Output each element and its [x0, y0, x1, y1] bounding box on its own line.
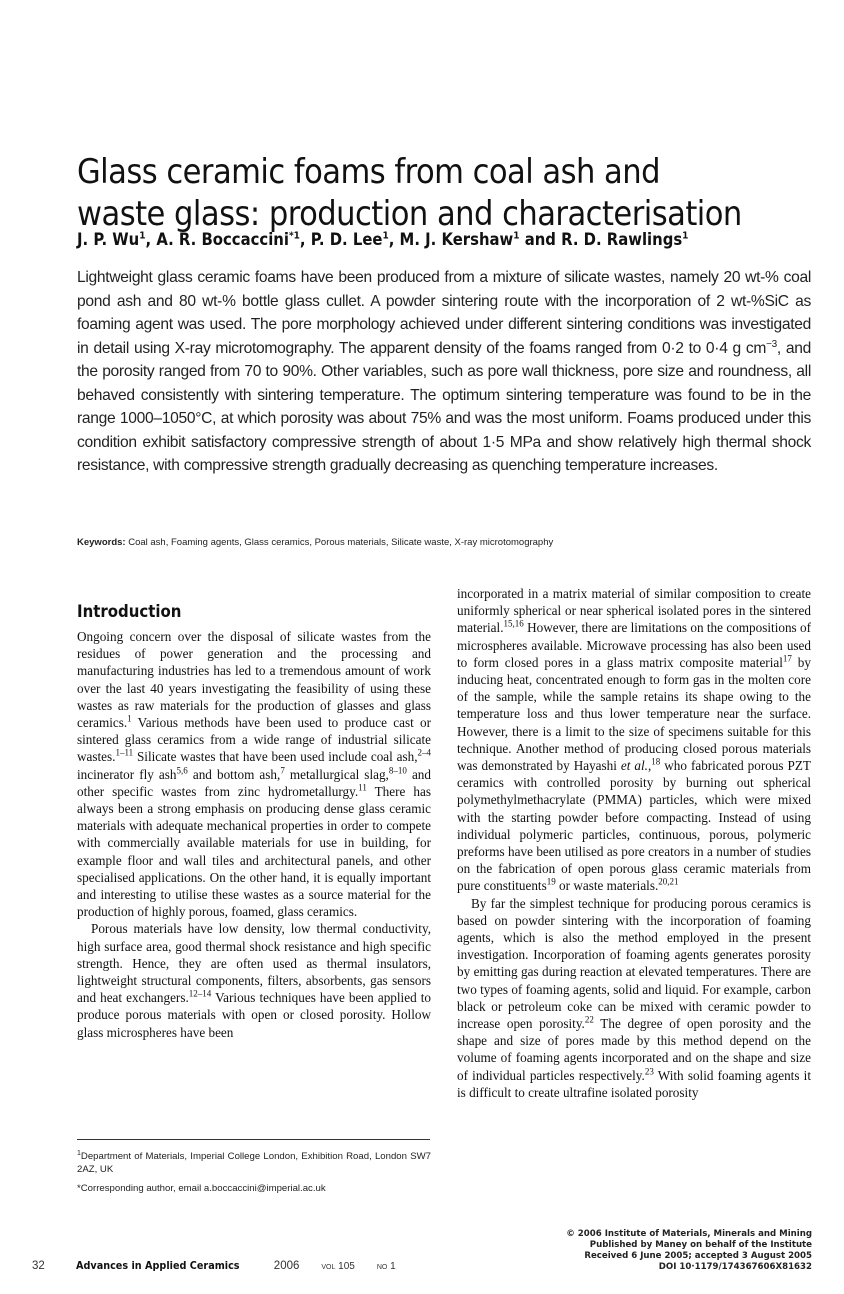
- text-run: Ongoing concern over the disposal of silicate wastes from the residues of power generation and the processing and manufacturing industries has led to a tremendous amount of work over the last 40 years investigating the feasibility of using these wastes as raw materials for the production of glasses and glass ceramics.: [77, 629, 431, 731]
- citation-superscript: 18: [651, 756, 661, 767]
- section-heading-introduction: Introduction: [77, 602, 182, 623]
- abstract-text-1: Lightweight glass ceramic foams have been produced from a mixture of silicate wastes, namely 20 wt-% coal pond ash and 80 wt-% bottle glass cullet. A powder sintering route with the incorporation of 2 wt-%SiC as foaming agent was used. The pore morphology achieved under different sintering conditions was investigated in detail using X-ray microtomography. The apparent density of the foams ranged from 0·2 to 0·4 g cm: [77, 269, 811, 357]
- author-separator: ,: [145, 230, 157, 249]
- author-affiliation-marker: 1: [682, 230, 689, 242]
- keywords: [77, 537, 553, 548]
- italic-text: et al.: [620, 758, 648, 774]
- doi: DOI 10·1179/174367606X81632: [658, 1262, 812, 1272]
- author-name: R. D. Rawlings: [561, 230, 683, 249]
- text-run: or waste materials.: [555, 878, 659, 894]
- author-name: A. R. Boccaccini: [156, 230, 289, 249]
- text-run: By far the simplest technique for producing porous ceramics is based on powder sintering with the incorporation of foaming agents, which is also the method employed in the present investigation. Incorporation of foaming agents generates porosity by emitting gas during reaction at elevated temperatures. There are two types of foaming agents, solid and liquid. For example, carbon black or petroleum coke can be mixed with ceramic powder to increase open porosity.: [457, 895, 811, 1032]
- citation-superscript: 15,16: [503, 619, 524, 630]
- citation-superscript: 2–4: [417, 748, 431, 759]
- text-run: Various methods have been used to produce cast or sintered glass ceramics from a wide range of industrial silicate wastes.: [77, 715, 431, 765]
- footnote-corresponding-author: *Corresponding author, email a.boccaccini@imperial.ac.uk: [77, 1183, 326, 1194]
- journal-volume: vol 105: [321, 1261, 355, 1272]
- footnote-affiliation: [77, 1148, 431, 1176]
- author-name: J. P. Wu: [77, 230, 140, 249]
- author-name: M. J. Kershaw: [399, 230, 514, 249]
- citation-superscript: 19: [546, 877, 556, 888]
- paragraph: [457, 585, 811, 895]
- text-run: Various techniques have been applied to produce porous materials with open or closed porosity. Hollow glass microspheres have been: [77, 990, 431, 1040]
- text-run: The degree of open porosity and the shape and size of pores made by this method depend on the volume of foaming agents incorporated and on the shape and size of individual particles respectively.: [457, 1016, 811, 1083]
- author-list: [77, 230, 688, 249]
- citation-superscript: 23: [644, 1066, 654, 1077]
- footnote-divider: [77, 1139, 430, 1140]
- journal-issue: no 1: [376, 1261, 396, 1272]
- abstract: [77, 266, 811, 478]
- page-number: 32: [32, 1260, 45, 1272]
- journal-year: 2006: [273, 1260, 300, 1272]
- text-run: Porous materials have low density, low thermal conductivity, high surface area, good thermal shock resistance and high specific strength. Hence, they are often used as thermal insulators, lightweight structural components, filters, absorbents, gas sensors and heat exchangers.: [77, 921, 431, 1006]
- journal-name: Advances in Applied Ceramics: [76, 1260, 240, 1272]
- text-run: who fabricated porous PZT ceramics with controlled porosity by burning out spherical polymethylmethacrylate (PMMA) particles, which were mixed with the starting powder before compacting. Instead of using individual polymeric particles, continuous, porous, polymeric preforms have been utilised as pore creators in a number of studies on the fabrication of open porous glass ceramic materials from pure constituents: [457, 758, 811, 894]
- author-affiliation-marker: 1: [139, 230, 146, 242]
- citation-superscript: 22: [584, 1014, 594, 1025]
- citation-superscript: 11: [358, 782, 367, 793]
- text-run: ,: [647, 758, 652, 774]
- citation-superscript: 17: [782, 653, 792, 664]
- citation-superscript: 8–10: [388, 765, 407, 776]
- text-run: and bottom ash,: [187, 766, 281, 782]
- citation-superscript: 5,6: [176, 765, 188, 776]
- text-run: With solid foaming agents it is difficult to create ultrafine isolated porosity: [457, 1067, 811, 1100]
- citation-superscript: 20,21: [658, 877, 679, 888]
- affiliation-text: Department of Materials, Imperial College London, Exhibition Road, London SW7 2AZ, UK: [77, 1151, 431, 1175]
- author-affiliation-marker: *1: [288, 230, 300, 242]
- page-footer-left: [32, 1260, 396, 1272]
- text-run: metallurgical slag,: [284, 766, 389, 782]
- citation-superscript: 1–11: [115, 748, 134, 759]
- affiliation-marker: 1: [77, 1150, 81, 1157]
- publication-info: [566, 1229, 812, 1273]
- text-run: and other specific wastes from zinc hydrometallurgy.: [77, 766, 431, 799]
- article-title: Glass ceramic foams from coal ash and waste glass: production and characterisation: [77, 151, 742, 234]
- paragraph: [77, 628, 431, 920]
- citation-superscript: 7: [280, 765, 285, 776]
- citation-superscript: 1: [127, 713, 132, 724]
- paragraph: [457, 895, 811, 1101]
- text-run: However, there are limitations on the compositions of microspheres available. Microwave processing has also been used to form closed pores in a glass matrix composite material: [457, 620, 811, 670]
- text-run: incorporated in a matrix material of similar composition to create uniformly spherical or near spherical isolated pores in the sintered material.: [457, 586, 811, 636]
- abstract-superscript: −3: [766, 338, 777, 350]
- publisher: Published by Maney on behalf of the Institute: [589, 1240, 812, 1250]
- column-right: [457, 585, 811, 1101]
- column-left: [77, 628, 431, 1041]
- keywords-label: Keywords:: [77, 537, 126, 548]
- text-run: by inducing heat, concentrated enough to form gas in the molten core of the sample, while the sample retains its shape owing to the temperature loss and thus lower temperature near the surface. However, there is a limit to the size of specimens suitable for this technique. Another method of producing closed porous materials was demonstrated by Hayashi: [457, 654, 811, 774]
- author-separator: ,: [388, 230, 400, 249]
- abstract-text-2: , and the porosity ranged from 70 to 90%. Other variables, such as pore wall thickness, pore size and roundness, all behaved consistently with sintering temperature. The optimum sintering temperature was found to be in the range 1000–1050°C, at which porosity was about 75% and was the most uniform. Foams produced under this condition exhibit satisfactory compressive strength of about 1·5 MPa and show relatively high thermal shock resistance, with compressive strength gradually decreasing as quenching temperature increases.: [77, 339, 811, 474]
- text-run: Silicate wastes that have been used include coal ash,: [133, 749, 418, 765]
- author-affiliation-marker: 1: [513, 230, 520, 242]
- author-affiliation-marker: 1: [382, 230, 389, 242]
- text-run: There has always been a strong emphasis on producing dense glass ceramic materials with adequate mechanical properties in order to compete with commercially available materials for use in building, for example floor and wall tiles and architectural panels, and other specialised applications. On the other hand, it is equally important and interesting to utilise these wastes as a source material for the production of highly porous, foamed, glass ceramics.: [77, 783, 431, 920]
- paragraph: [77, 920, 431, 1040]
- author-name: P. D. Lee: [310, 230, 383, 249]
- author-separator: and: [519, 230, 562, 249]
- copyright: © 2006 Institute of Materials, Minerals and Mining: [566, 1229, 812, 1239]
- text-run: incinerator fly ash: [77, 766, 177, 782]
- citation-superscript: 12–14: [188, 988, 212, 999]
- author-separator: ,: [299, 230, 311, 249]
- keywords-list: Coal ash, Foaming agents, Glass ceramics, Porous materials, Silicate waste, X-ray microtomography: [128, 537, 554, 548]
- received-accepted: Received 6 June 2005; accepted 3 August 2005: [584, 1251, 812, 1261]
